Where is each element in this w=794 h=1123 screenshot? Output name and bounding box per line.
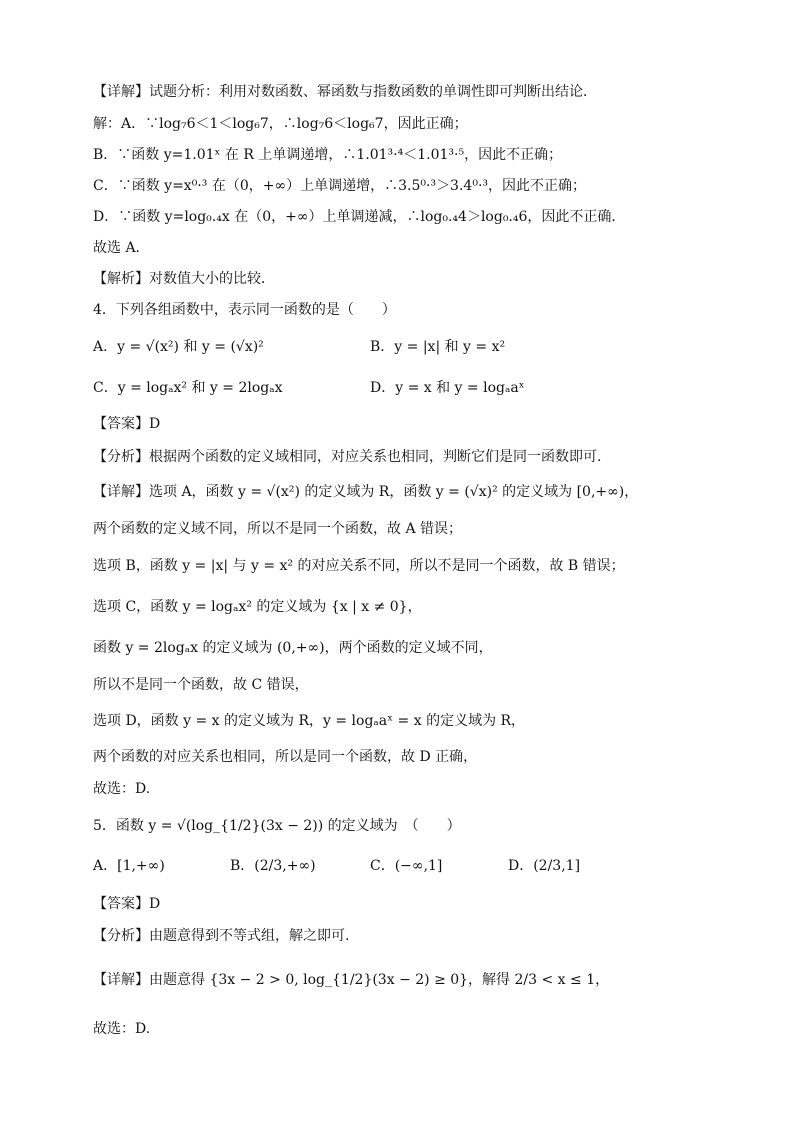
solution-text: 【详解】由题意得 {3x − 2 > 0, log_{1/2}(3x − 2) ≥ 0}，解得 2/3 < x ≤ 1， xyxy=(93,972,610,988)
solution-text: 两个函数的定义域不同，所以不是同一个函数，故 A 错误； xyxy=(93,521,463,537)
question-title: 4．下列各组函数中，表示同一函数的是（ ） xyxy=(93,302,396,318)
option-b: B．y = |x| 和 y = x² xyxy=(370,339,506,355)
analysis-text: 【分析】根据两个函数的定义域相同，对应关系也相同，判断它们是同一函数即可. xyxy=(93,449,602,465)
solution-text: 故选：D. xyxy=(93,781,151,797)
text-line: 解：A．∵log₇6＜1＜log₆7，∴log₇6＜log₆7，因此正确； xyxy=(93,116,468,132)
question-title: 5．函数 y = √(log_{1/2}(3x − 2)) 的定义域为 （ ） xyxy=(93,818,461,834)
option-b: B．(2/3,+∞) xyxy=(230,858,316,874)
text-line: D．∵函数 y=log₀.₄x 在（0，+∞）上单调递减，∴log₀.₄4＞log₀.₄6，因此不正确． xyxy=(93,209,626,225)
answer-label: 【答案】D xyxy=(93,416,161,432)
option-a: A．y = √(x²) 和 y = (√x)² xyxy=(93,339,264,355)
solution-text: 两个函数的对应关系也相同，所以是同一个函数，故 D 正确， xyxy=(93,749,478,765)
option-a: A．[1,+∞) xyxy=(93,858,165,874)
text-line: C．∵函数 y=x⁰·³ 在（0，+∞）上单调递增，∴3.5⁰·³＞3.4⁰·³，因此不正确； xyxy=(93,178,586,194)
text-line: 故选 A． xyxy=(93,240,150,256)
text-line: B．∵函数 y=1.01ˣ 在 R 上单调递增，∴1.01³·⁴＜1.01³·⁵，因此不正确； xyxy=(93,147,563,163)
answer-label: 【答案】D xyxy=(93,896,161,912)
solution-text: 选项 B，函数 y = |x| 与 y = x² 的对应关系不同，所以不是同一个函数，故 B 错误； xyxy=(93,558,625,574)
analysis-text: 【分析】由题意得到不等式组，解之即可. xyxy=(93,928,350,944)
option-c: C．y = logₐx² 和 y = 2logₐx xyxy=(93,380,283,396)
text-line: 【详解】试题分析：利用对数函数、幂函数与指数函数的单调性即可判断出结论． xyxy=(93,84,597,100)
solution-text: 所以不是同一个函数，故 C 错误， xyxy=(93,677,309,693)
solution-text: 选项 C，函数 y = logₐx² 的定义域为 {x | x ≠ 0}， xyxy=(93,599,422,615)
text-line: 【解析】对数值大小的比较． xyxy=(93,271,275,287)
option-d: D．(2/3,1] xyxy=(508,858,581,874)
option-c: C．(−∞,1] xyxy=(370,858,443,874)
solution-text: 函数 y = 2logₐx 的定义域为 (0,+∞)，两个函数的定义域不同， xyxy=(93,640,493,656)
option-d: D．y = x 和 y = logₐaˣ xyxy=(370,380,525,396)
solution-text: 选项 D，函数 y = x 的定义域为 R，y = logₐaˣ = x 的定义域为 R， xyxy=(93,713,526,729)
solution-text: 故选：D. xyxy=(93,1021,151,1037)
solution-text: 【详解】选项 A，函数 y = √(x²) 的定义域为 R，函数 y = (√x)² 的定义域为 [0,+∞)， xyxy=(93,484,639,500)
